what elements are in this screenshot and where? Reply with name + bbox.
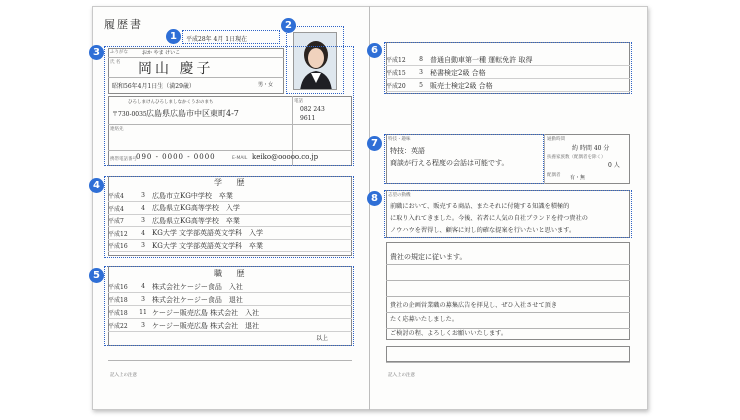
closing-line3: ご検討の程、よろしくお願いいたします。: [390, 330, 508, 337]
education-month: 4: [141, 229, 145, 237]
mobile-value: 090 - 0000 - 0000: [136, 153, 216, 161]
email-value: keiko@ooooo.co.jp: [252, 153, 319, 161]
licenses-description: 秘書検定2級 合格: [430, 68, 486, 77]
work-month: 3: [141, 296, 145, 303]
contact-label: 連絡先: [110, 127, 124, 132]
dependents-value: 0 人: [608, 162, 620, 169]
licenses-month: 8: [419, 56, 423, 63]
licenses-month: 3: [419, 69, 423, 76]
address-furigana: ひろしまけんひろしましなかくうおのまち: [128, 100, 214, 105]
licenses-description: 普通自動車第一種 運転免許 取得: [430, 55, 533, 64]
education-description: 広島市立KG中学校 卒業: [152, 191, 233, 200]
left-footer-line: [108, 360, 352, 361]
education-description: KG大学 文学部英語英文学科 入学: [152, 229, 264, 237]
work-description: ケージー販売広島 株式会社 入社: [152, 308, 260, 317]
motivation-label: 志望の動機: [388, 193, 411, 198]
work-description: 株式会社ケージー食品 退社: [152, 295, 243, 304]
date-highlight: [182, 30, 280, 44]
closing-line1: 貴社の企画営業職の募集広告を拝見し、ぜひ入社させて頂き: [390, 302, 558, 309]
education-month: 3: [141, 192, 145, 199]
page-fold: [369, 6, 370, 410]
skills-label: 特技・趣味: [388, 137, 411, 142]
skills-line1: 特技：英語: [390, 147, 425, 155]
education-description: 広島県立KG高等学校 入学: [152, 204, 240, 212]
badge-1: 1: [166, 29, 181, 44]
education-month: 3: [141, 217, 145, 224]
badge-3: 3: [89, 45, 104, 60]
postal-code: 〒730-0035: [112, 111, 147, 118]
badge-5: 5: [89, 268, 104, 283]
dependents-label: 扶養家族数（配偶者を除く）: [547, 155, 606, 160]
request-line1: 貴社の規定に従います。: [390, 253, 467, 261]
guardian-box: [386, 346, 630, 362]
skills-divider: [544, 134, 545, 184]
work-highlight: [104, 266, 354, 346]
gender-field: 男・女: [258, 82, 274, 88]
applicant-name: 岡山 慶子: [138, 61, 214, 77]
address-value: 広島県広島市中区東町4-7: [146, 109, 239, 118]
badge-4: 4: [89, 178, 104, 193]
work-year: 平成18: [108, 310, 128, 317]
licenses-month: 5: [419, 82, 423, 89]
work-year: 平成16: [108, 284, 128, 291]
motivation-highlight: [384, 190, 632, 238]
licenses-description: 販売士検定2級 合格: [430, 81, 493, 90]
badge-2: 2: [281, 18, 296, 33]
furigana-value: おか やま けいこ: [142, 50, 181, 56]
education-year: 平成4: [108, 205, 124, 213]
personal-info-highlight: [104, 46, 354, 166]
education-highlight: [104, 176, 354, 258]
motivation-line2: に取り入れてきました。今後、若者に人気の自社ブランドを持つ貴社の: [390, 215, 588, 222]
work-end: 以上: [316, 335, 329, 342]
education-description: KG大学 文学部英語英文学科 卒業: [152, 241, 264, 250]
skills-highlight: [384, 134, 544, 184]
badge-8: 8: [367, 191, 382, 206]
motivation-line1: 前職において、販売する商品、またそれに付随する知識を積極的: [390, 203, 570, 210]
date-field: 平成28年 4月 1日現在: [186, 36, 248, 43]
right-footer-line: [386, 362, 630, 363]
licenses-year: 平成12: [386, 57, 406, 64]
badge-7: 7: [367, 136, 382, 151]
birth-date: 昭和56年4月1日生（満29歳）: [112, 83, 195, 90]
request-line-1: [386, 264, 630, 265]
spouse-label: 配偶者: [547, 173, 561, 178]
request-line-4: [386, 312, 630, 313]
education-year: 平成7: [108, 218, 124, 225]
work-month: 4: [141, 283, 145, 290]
furigana-label: ふりがな: [110, 50, 128, 55]
phone-label: 電話: [294, 99, 303, 104]
mobile-label: 携帯電話番号: [110, 157, 137, 162]
email-label: E-MAIL: [232, 156, 248, 161]
skills-line2: 商談が行える程度の会話は可能です。: [390, 159, 509, 167]
education-month: 3: [141, 242, 145, 249]
education-description: 広島県立KG高等学校 卒業: [152, 216, 240, 225]
footer-note-left: 記入上の注意: [110, 373, 137, 378]
work-header: 職 歴: [214, 269, 251, 278]
work-year: 平成18: [108, 297, 128, 304]
spouse-value: 有・無: [570, 175, 586, 181]
education-year: 平成16: [108, 243, 128, 250]
commute-label: 通勤時間: [547, 137, 565, 142]
licenses-year: 平成20: [386, 83, 406, 90]
closing-line2: たく応募いたしました。: [390, 316, 459, 323]
badge-6: 6: [367, 43, 382, 58]
work-month: 11: [139, 309, 147, 316]
education-year: 平成4: [108, 193, 124, 200]
name-label: 氏 名: [110, 60, 121, 65]
licenses-year: 平成15: [386, 70, 406, 77]
work-month: 3: [141, 322, 145, 329]
work-year: 平成22: [108, 323, 128, 330]
commute-value: 約 時間 40 分: [572, 145, 610, 152]
work-description: 株式会社ケージー食品 入社: [152, 282, 243, 291]
license-highlight: [384, 42, 632, 94]
education-month: 4: [141, 204, 145, 212]
work-description: ケージー販売広島 株式会社 退社: [152, 321, 260, 330]
footer-note-right: 記入上の注意: [388, 373, 415, 378]
request-line-2: [386, 280, 630, 281]
motivation-line3: ノウハウを習得し、顧客に対し的確な提案を行いたいと思います。: [390, 227, 576, 234]
education-year: 平成12: [108, 230, 128, 238]
phone-value: 082 243 9611: [300, 106, 325, 122]
education-header: 学 歴: [214, 178, 251, 187]
resume-title: 履歴書: [104, 18, 143, 31]
request-line-3: [386, 296, 630, 297]
